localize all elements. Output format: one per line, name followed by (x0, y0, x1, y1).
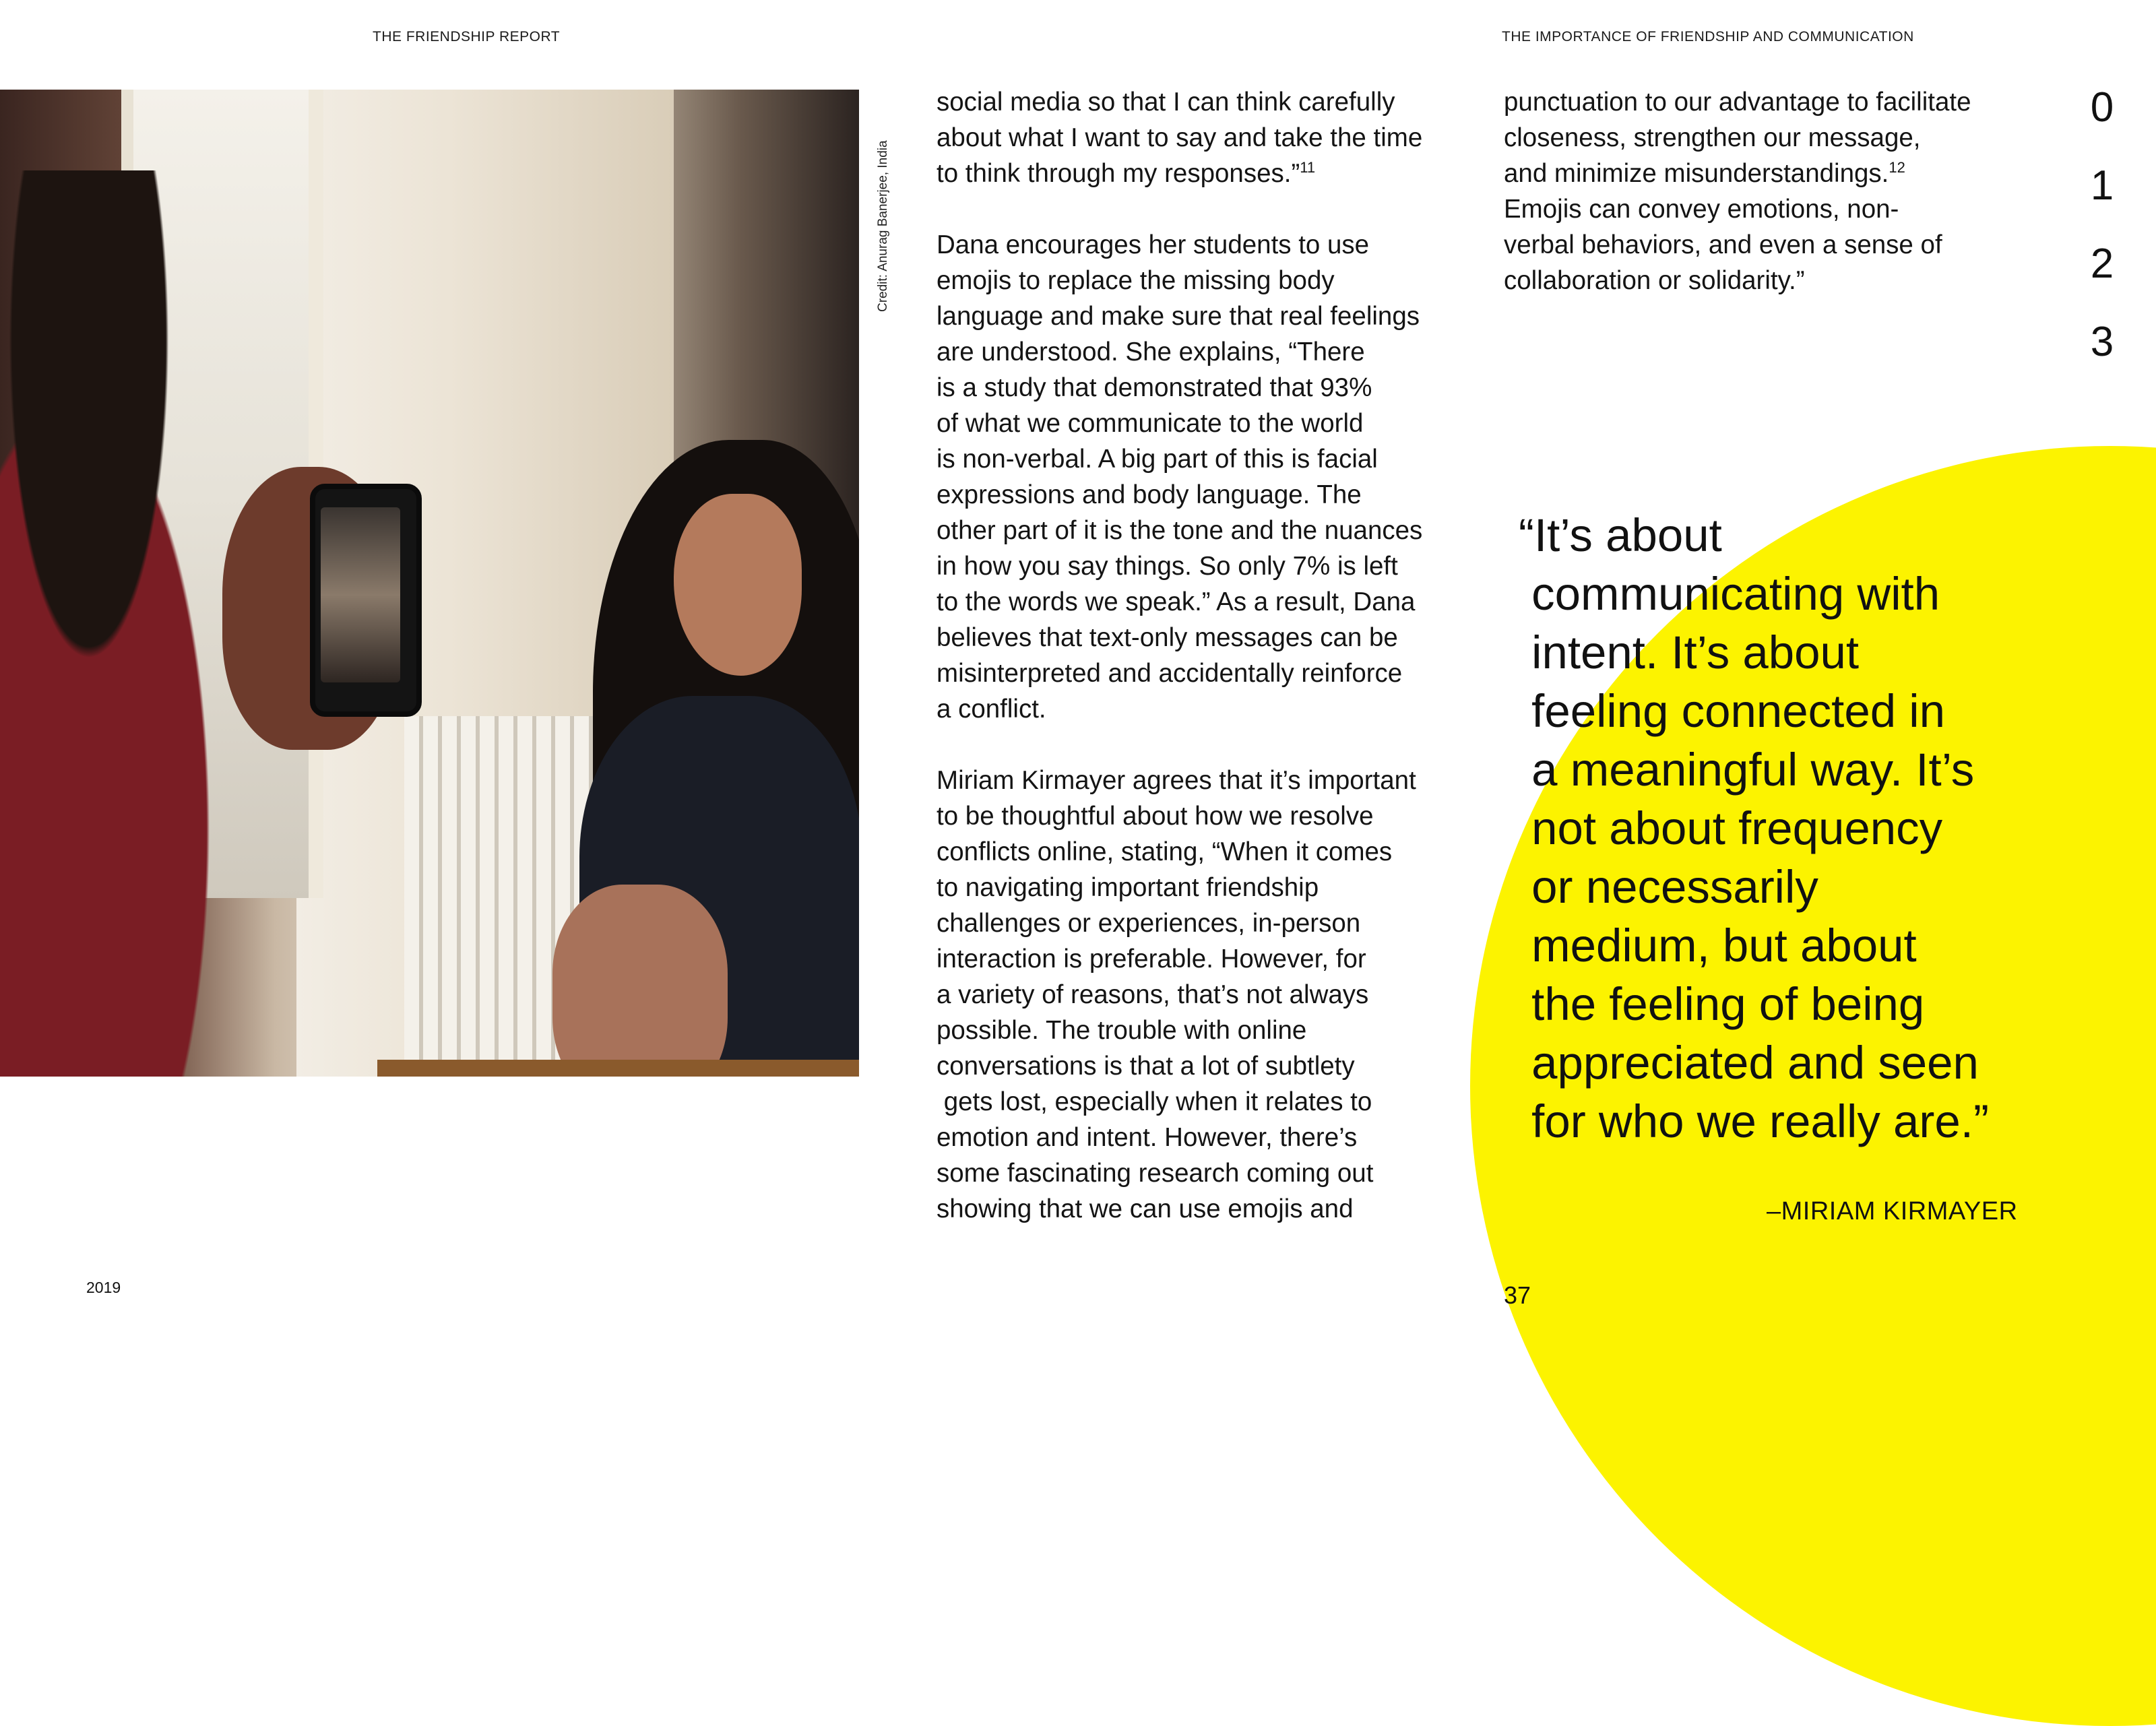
col1-line-2: about what I want to say and take the time (937, 123, 1423, 152)
photo-table (377, 1060, 859, 1077)
pull-quote-attribution: –MIRIAM KIRMAYER (1767, 1197, 2018, 1225)
footnote-ref-12: 12 (1889, 159, 1905, 177)
col2-line-2: closeness, strengthen our message, (1504, 123, 1921, 152)
body-column-2 (1504, 84, 1971, 298)
section-number-0: 0 (2090, 84, 2114, 131)
photo-people-taking-picture (0, 90, 859, 1077)
footnote-ref-11: 11 (1300, 159, 1316, 177)
col2-line-3: and minimize misunderstandings. (1504, 159, 1889, 188)
page-number: 37 (1504, 1281, 1531, 1309)
running-header-right: THE IMPORTANCE OF FRIENDSHIP AND COMMUNICATION (1502, 29, 1914, 44)
col1-line-3: to think through my responses.” (937, 159, 1300, 188)
photo-woman-arm (552, 885, 728, 1077)
col2-line-1: punctuation to our advantage to facilitate (1504, 88, 1971, 117)
col1-line-1: social media so that I can think carefully (937, 88, 1395, 117)
pull-quote: “It’s about communicating with intent. It’s about feeling connected in a meaningful way. It’s not about frequency or necessarily medium, but about the feeling of being appreciated and seen for who we really are.” (1519, 509, 1989, 1147)
section-number-2: 2 (2090, 241, 2114, 287)
section-number-3: 3 (2090, 319, 2114, 365)
section-number-stack (2089, 81, 2116, 393)
col1-paragraph-3: Miriam Kirmayer agrees that it’s important to be thoughtful about how we resolve conflicts online, stating, “When it comes to navigating important friendship challenges or experiences, in-person interaction is preferable. However, for a variety of reasons, that’s not always possible. The trouble with online conversations is that a lot of subtlety gets lost, especially when it relates to emotion and intent. However, there’s some fascinating research coming out showing that we can use emojis and (937, 766, 1416, 1223)
col2-rest: Emojis can convey emotions, non- verbal behaviors, and even a sense of collaboration or solidarity.” (1504, 195, 1942, 295)
footer-year: 2019 (86, 1279, 121, 1296)
photo-credit-text: Credit: Anurag Banerjee, India (876, 140, 890, 312)
section-number-1: 1 (2090, 162, 2114, 209)
running-header-left: THE FRIENDSHIP REPORT (373, 29, 561, 44)
body-column-1 (937, 84, 1422, 1227)
photo-phone-screen (321, 507, 400, 682)
photo-credit (876, 90, 899, 312)
col1-paragraph-2: Dana encourages her students to use emojis to replace the missing body language and make sure that real feelings are understood. She explains, “There is a study that demonstrated that 93% of what we communicate to the world is non-verbal. A big part of this is facial expressions and body language. The other part of it is the tone and the nuances in how you say things. So only 7% is left to the words we speak.” As a result, Dana believes that text-only messages can be misinterpreted and accidentally reinforce a conflict. (937, 230, 1423, 724)
